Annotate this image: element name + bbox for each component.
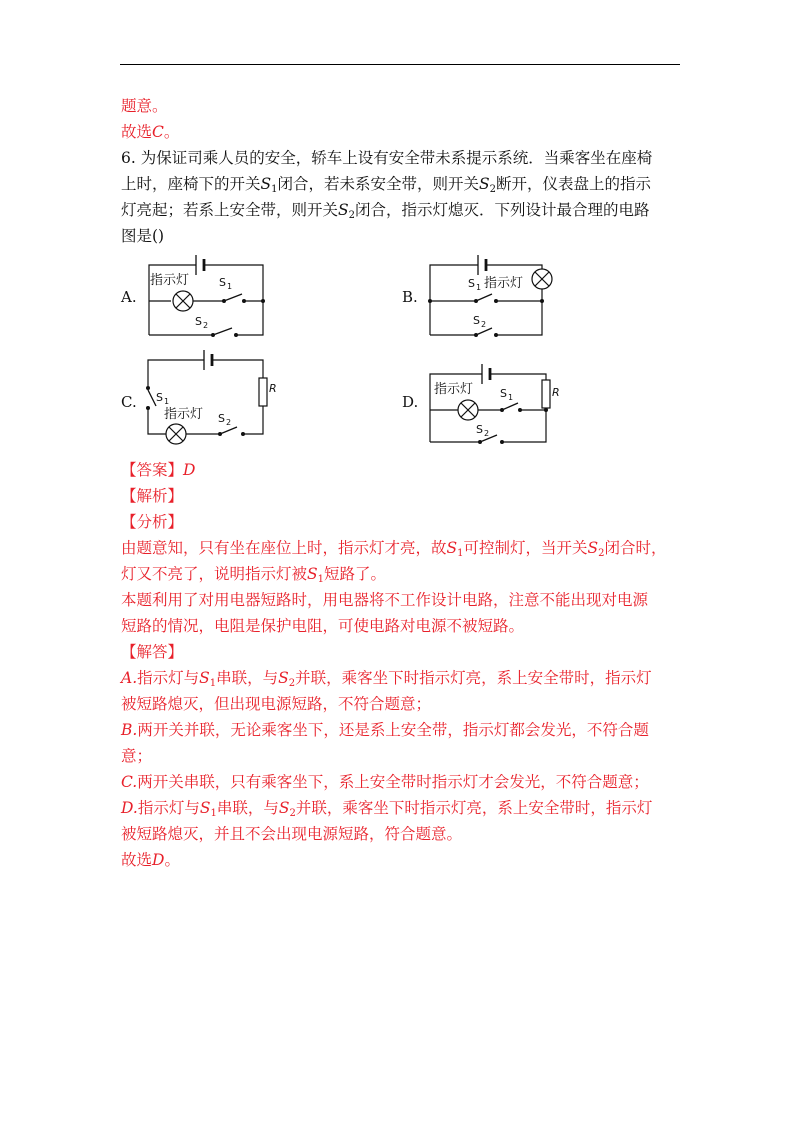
circuit-d-lamp-label: 指示灯 xyxy=(434,382,474,397)
jieda-b-line-1: B.两开关并联，无论乘客坐下，还是系上安全带，指示灯都会发光，不符合题 xyxy=(121,721,649,739)
jieda-b-line-2: 意； xyxy=(121,747,153,765)
answer-line: 【答案】D xyxy=(121,461,196,479)
circuit-c-s2-sub: 2 xyxy=(226,418,232,427)
question-line-3: 灯亮起；若系上安全带，则开关$S_2$闭合，指示灯熄灭．下列设计最合理的电路 xyxy=(121,201,650,221)
jieda-d-line-2: 被短路熄灭，并且不会出现电源短路，符合题意。 xyxy=(121,825,463,843)
circuit-b-s2-sub: 2 xyxy=(481,320,487,329)
option-c-letter: C. xyxy=(121,393,137,411)
circuit-a-s2-label: S xyxy=(195,315,202,328)
analysis-label: 【解析】 xyxy=(121,487,184,505)
option-b-letter: B. xyxy=(402,288,418,306)
circuit-c xyxy=(138,346,277,446)
circuit-c-s1-sub: 1 xyxy=(164,397,170,406)
circuit-a-s1-label: S xyxy=(219,276,226,289)
jieda-a-line-1: A.指示灯与$S_1$串联，与$S_2$并联，乘客坐下时指示灯亮，系上安全带时，指示灯 xyxy=(121,669,652,689)
circuit-c-s2-label: S xyxy=(218,412,225,425)
fenxi-label: 【分析】 xyxy=(121,513,184,531)
fenxi-line-1: 由题意知，只有坐在座位上时，指示灯才亮，故$S_1$可控制灯，当开关$S_2$闭合时， xyxy=(121,539,667,559)
header-rule xyxy=(120,64,680,65)
circuit-a-s1-sub: 1 xyxy=(227,282,233,291)
option-a-letter: A. xyxy=(121,288,137,306)
circuit-d-r-label: R xyxy=(552,386,560,399)
circuit-d-s1-sub: 1 xyxy=(508,393,514,402)
circuit-b xyxy=(420,245,560,345)
fenxi-line-4: 短路的情况，电阻是保护电阻，可使电路对电源不被短路。 xyxy=(121,617,525,635)
circuit-c-lamp-label: 指示灯 xyxy=(164,407,204,422)
circuit-d-s2-label: S xyxy=(476,423,483,436)
jieda-a-line-2: 被短路熄灭，但出现电源短路，不符合题意； xyxy=(121,695,432,713)
circuit-d-s2-sub: 2 xyxy=(484,429,490,438)
question-line-4: 图是() xyxy=(121,227,165,245)
circuit-c-s1-label: S xyxy=(156,391,163,404)
circuit-a-s2-sub: 2 xyxy=(203,321,209,330)
prev-choice: 故选C。 xyxy=(121,123,180,141)
circuit-b-s1-label: S xyxy=(468,277,475,290)
jieda-d-line-1: D.指示灯与$S_1$串联，与$S_2$并联，乘客坐下时指示灯亮，系上安全带时，指示灯 xyxy=(121,799,653,819)
circuit-d-s1-label: S xyxy=(500,387,507,400)
jieda-label: 【解答】 xyxy=(121,643,184,661)
circuit-d xyxy=(420,350,560,450)
fenxi-line-3: 本题利用了对用电器短路时，用电器将不工作设计电路，注意不能出现对电源 xyxy=(121,591,649,609)
jieda-c-line-1: C.两开关串联，只有乘客坐下，系上安全带时指示灯才会发光，不符合题意； xyxy=(121,773,649,791)
fenxi-line-2: 灯又不亮了，说明指示灯被$S_1$短路了。 xyxy=(121,565,387,585)
circuit-a-lamp-label: 指示灯 xyxy=(150,273,190,288)
question-line-2: 上时，座椅下的开关$S_1$闭合，若未系安全带，则开关$S_2$断开，仪表盘上的指示 xyxy=(121,175,652,195)
circuit-b-s2-label: S xyxy=(473,314,480,327)
circuit-c-r-label: R xyxy=(269,382,277,395)
question-line-1: 6. 为保证司乘人员的安全，轿车上设有安全带未系提示系统．当乘客坐在座椅 xyxy=(121,149,653,167)
circuit-b-lamp-label: 指示灯 xyxy=(484,276,524,291)
prev-conclusion: 题意。 xyxy=(121,97,168,115)
circuit-a xyxy=(138,245,273,345)
option-d-letter: D. xyxy=(402,393,419,411)
final-choice: 故选D。 xyxy=(121,851,180,869)
circuit-b-s1-sub: 1 xyxy=(476,283,482,292)
